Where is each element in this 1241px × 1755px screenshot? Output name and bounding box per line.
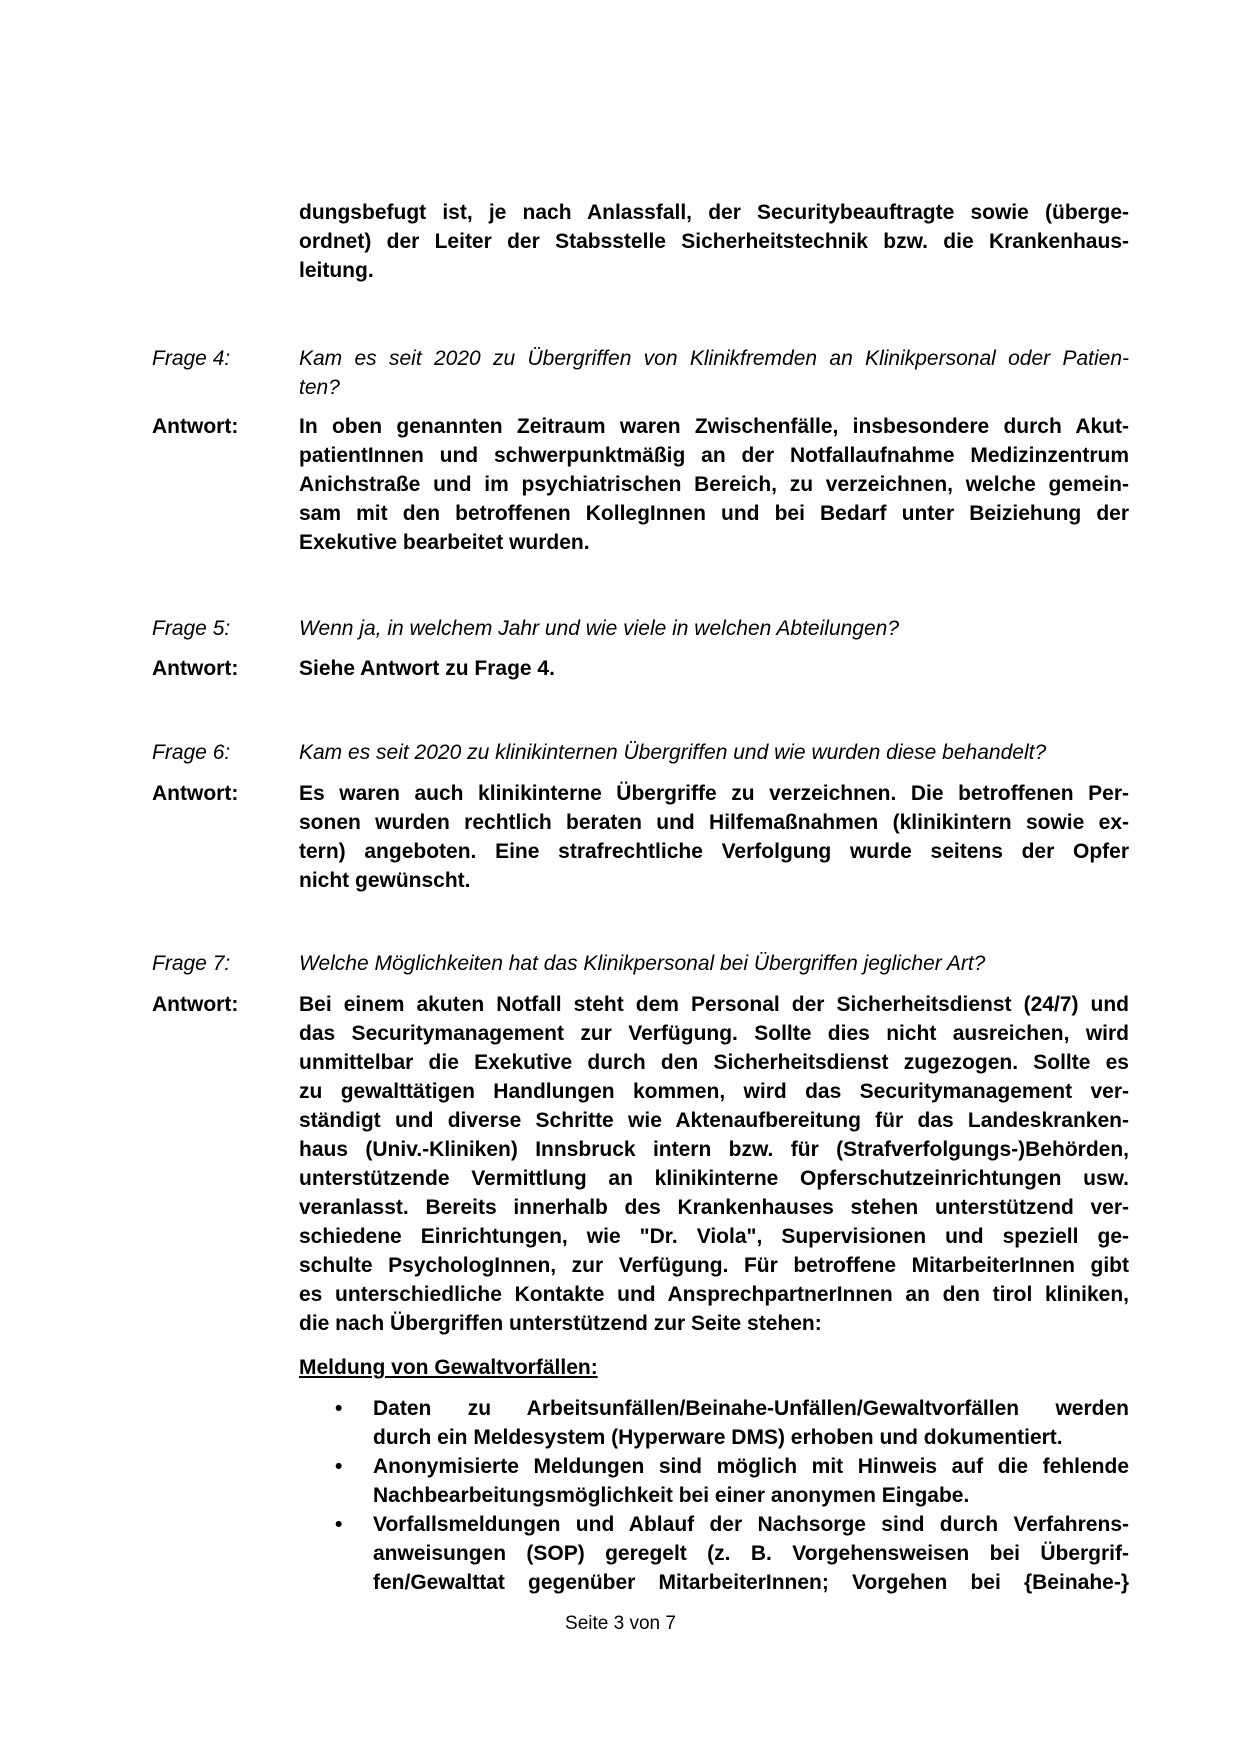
text-line: haus (Univ.-Kliniken) Innsbruck intern bzw. für (Strafverfolgungs-)Behörden, <box>299 1138 1129 1161</box>
answer-label: Antwort: <box>152 415 239 438</box>
text-line: Daten zu Arbeitsunfällen/Beinahe-Unfällen/Gewaltvorfällen werden <box>373 1397 1129 1420</box>
text-line: das Securitymanagement zur Verfügung. Sollte dies nicht ausreichen, wird <box>299 1022 1129 1045</box>
text-line: Anichstraße und im psychiatrischen Bereich, zu verzeichnen, welche gemein- <box>299 473 1129 496</box>
text-line: Siehe Antwort zu Frage 4. <box>299 657 555 680</box>
question-text <box>299 344 1129 402</box>
text-line: Welche Möglichkeiten hat das Klinikpersonal bei Übergriffen jeglicher Art? <box>299 952 986 975</box>
text-line: ordnet) der Leiter der Stabsstelle Sicherheitstechnik bzw. die Krankenhaus- <box>299 230 1129 253</box>
answer-text <box>299 779 1129 895</box>
text-line: leitung. <box>299 259 374 282</box>
bullet-item <box>299 1452 1129 1510</box>
text-line: Kam es seit 2020 zu Übergriffen von Klinikfremden an Klinikpersonal oder Patien- <box>299 347 1129 370</box>
text-line: Exekutive bearbeitet wurden. <box>299 531 590 554</box>
text-line: In oben genannten Zeitraum waren Zwischenfälle, insbesondere durch Akut- <box>299 415 1129 438</box>
text-line: sam mit den betroffenen KollegInnen und bei Bedarf unter Beiziehung der <box>299 502 1129 525</box>
text-line: ständigt und diverse Schritte wie Aktenaufbereitung für das Landeskranken- <box>299 1109 1129 1132</box>
text-line: dungsbefugt ist, je nach Anlassfall, der Securitybeauftragte sowie (überge- <box>299 201 1129 224</box>
text-line: Es waren auch klinikinterne Übergriffe zu verzeichnen. Die betroffenen Per- <box>299 782 1129 805</box>
answer-text <box>299 990 1129 1338</box>
text-line: Wenn ja, in welchem Jahr und wie viele in welchen Abteilungen? <box>299 617 900 640</box>
question-text <box>299 949 1129 978</box>
text-line: Vorfallsmeldungen und Ablauf der Nachsorge sind durch Verfahrens- <box>373 1513 1129 1536</box>
text-line: unterstützende Vermittlung an klinikinterne Opferschutzeinrichtungen usw. <box>299 1167 1129 1190</box>
answer-text <box>299 412 1129 557</box>
bullet-item <box>299 1510 1129 1597</box>
question-label: Frage 7: <box>152 952 231 975</box>
bullet-icon: • <box>335 1455 343 1478</box>
question-label: Frage 5: <box>152 617 231 640</box>
question-text <box>299 738 1129 767</box>
text-line: patientInnen und schwerpunktmäßig an der Notfallaufnahme Medizinzentrum <box>299 444 1129 467</box>
text-line: fen/Gewalttat gegenüber MitarbeiterInnen; Vorgehen bei {Beinahe-} <box>373 1571 1129 1594</box>
page-number-footer: Seite 3 von 7 <box>565 1613 676 1634</box>
answer-label: Antwort: <box>152 782 239 805</box>
intro-continuation-paragraph <box>299 198 1129 285</box>
bullet-item <box>299 1394 1129 1452</box>
text-line: zu gewalttätigen Handlungen kommen, wird das Securitymanagement ver- <box>299 1080 1129 1103</box>
answer-label: Antwort: <box>152 657 239 680</box>
text-line: die nach Übergriffen unterstützend zur Seite stehen: <box>299 1312 822 1335</box>
answer-text <box>299 654 1129 683</box>
text-line: sonen wurden rechtlich beraten und Hilfemaßnahmen (klinikintern sowie ex- <box>299 811 1129 834</box>
text-line: schulte PsychologInnen, zur Verfügung. Für betroffene MitarbeiterInnen gibt <box>299 1254 1129 1277</box>
text-line: Kam es seit 2020 zu klinikinternen Übergriffen und wie wurden diese behandelt? <box>299 741 1047 764</box>
bullet-list <box>299 1394 1129 1597</box>
section-subheading: Meldung von Gewaltvorfällen: <box>299 1356 598 1379</box>
question-label: Frage 6: <box>152 741 231 764</box>
text-line: ten? <box>299 376 340 399</box>
answer-label: Antwort: <box>152 993 239 1016</box>
text-line: veranlasst. Bereits innerhalb des Krankenhauses stehen unterstützend ver- <box>299 1196 1129 1219</box>
text-line: es unterschiedliche Kontakte und AnsprechpartnerInnen an den tirol kliniken, <box>299 1283 1129 1306</box>
question-text <box>299 614 1129 643</box>
text-line: unmittelbar die Exekutive durch den Sicherheitsdienst zugezogen. Sollte es <box>299 1051 1129 1074</box>
text-line: schiedene Einrichtungen, wie "Dr. Viola", Supervisionen und speziell ge- <box>299 1225 1129 1248</box>
text-line: durch ein Meldesystem (Hyperware DMS) erhoben und dokumentiert. <box>373 1426 1063 1449</box>
text-line: Anonymisierte Meldungen sind möglich mit Hinweis auf die fehlende <box>373 1455 1129 1478</box>
question-label: Frage 4: <box>152 347 231 370</box>
bullet-icon: • <box>335 1397 343 1420</box>
bullet-icon: • <box>335 1513 343 1536</box>
text-line: nicht gewünscht. <box>299 869 471 892</box>
text-line: Nachbearbeitungsmöglichkeit bei einer anonymen Eingabe. <box>373 1484 970 1507</box>
text-line: anweisungen (SOP) geregelt (z. B. Vorgehensweisen bei Übergrif- <box>373 1542 1129 1565</box>
text-line: Bei einem akuten Notfall steht dem Personal der Sicherheitsdienst (24/7) und <box>299 993 1129 1016</box>
text-line: tern) angeboten. Eine strafrechtliche Verfolgung wurde seitens der Opfer <box>299 840 1129 863</box>
